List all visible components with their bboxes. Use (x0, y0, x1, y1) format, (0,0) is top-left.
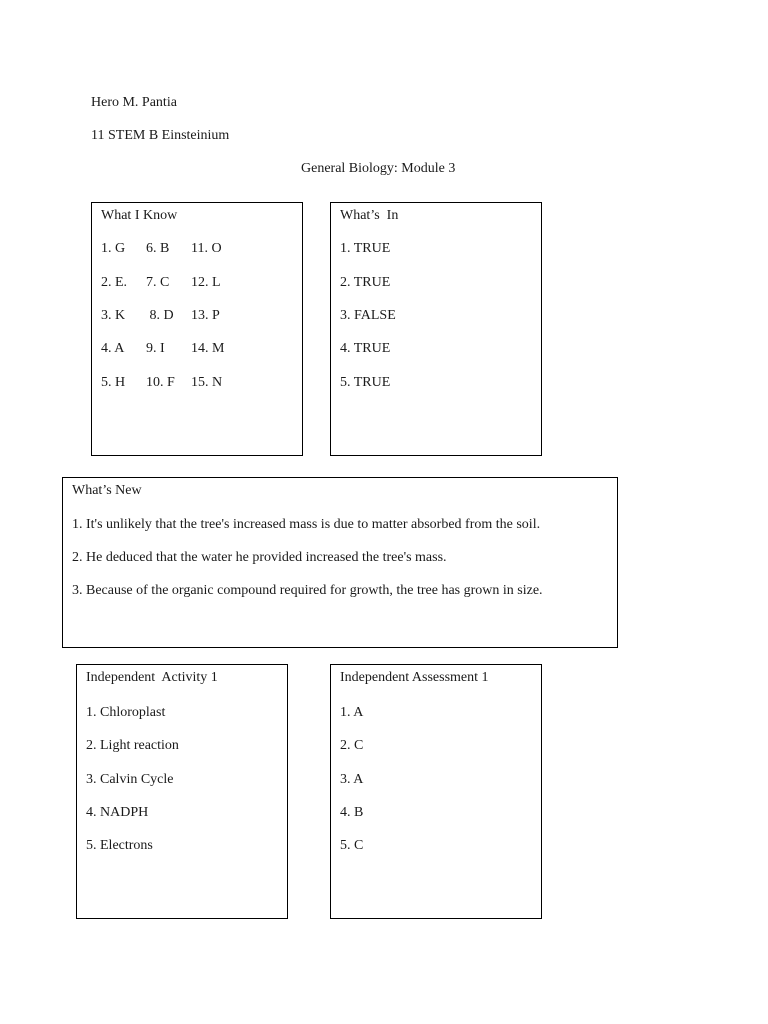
whats-new-box (62, 477, 618, 648)
answer-cell: 4. A (101, 341, 125, 356)
whats-in-item: 4. TRUE (340, 341, 391, 356)
whats-in-item: 5. TRUE (340, 375, 391, 390)
independent-activity-item: 3. Calvin Cycle (86, 772, 174, 787)
independent-activity-item: 1. Chloroplast (86, 705, 166, 720)
independent-activity-title: Independent Activity 1 (86, 670, 218, 685)
whats-new-item: 2. He deduced that the water he provided increased the tree's mass. (72, 550, 447, 565)
what-i-know-box (91, 202, 303, 456)
answer-cell: 5. H (101, 375, 126, 390)
independent-activity-item: 2. Light reaction (86, 738, 179, 753)
student-name: Hero M. Pantia (91, 95, 177, 110)
independent-assessment-item: 2. C (340, 738, 364, 753)
answer-cell: 9. I (146, 341, 165, 356)
answer-cell: 11. O (191, 241, 222, 256)
answer-cell: 12. L (191, 275, 221, 290)
whats-in-item: 1. TRUE (340, 241, 391, 256)
independent-assessment-item: 4. B (340, 805, 364, 820)
answer-cell: 2. E. (101, 275, 128, 290)
whats-in-title: What’s In (340, 208, 399, 223)
document-title: General Biology: Module 3 (301, 161, 456, 176)
whats-new-item: 1. It's unlikely that the tree's increased mass is due to matter absorbed from the soil. (72, 517, 541, 532)
independent-assessment-title: Independent Assessment 1 (340, 670, 489, 685)
independent-assessment-item: 3. A (340, 772, 364, 787)
student-section: 11 STEM B Einsteinium (91, 128, 230, 143)
answer-cell: 13. P (191, 308, 220, 323)
answer-cell: 8. D (146, 308, 174, 323)
independent-assessment-item: 1. A (340, 705, 364, 720)
whats-in-box (330, 202, 542, 456)
whats-new-item: 3. Because of the organic compound required for growth, the tree has grown in size. (72, 583, 543, 598)
independent-activity-item: 5. Electrons (86, 838, 153, 853)
independent-assessment-item: 5. C (340, 838, 364, 853)
independent-assessment-box (330, 664, 542, 919)
answer-cell: 15. N (191, 375, 223, 390)
whats-in-item: 2. TRUE (340, 275, 391, 290)
what-i-know-title: What I Know (101, 208, 178, 223)
answer-cell: 14. M (191, 341, 225, 356)
whats-in-item: 3. FALSE (340, 308, 396, 323)
independent-activity-box (76, 664, 288, 919)
independent-activity-item: 4. NADPH (86, 805, 149, 820)
answer-cell: 10. F (146, 375, 175, 390)
answer-cell: 6. B (146, 241, 170, 256)
whats-new-title: What’s New (72, 483, 142, 498)
answer-cell: 3. K (101, 308, 126, 323)
answer-cell: 1. G (101, 241, 126, 256)
answer-cell: 7. C (146, 275, 170, 290)
